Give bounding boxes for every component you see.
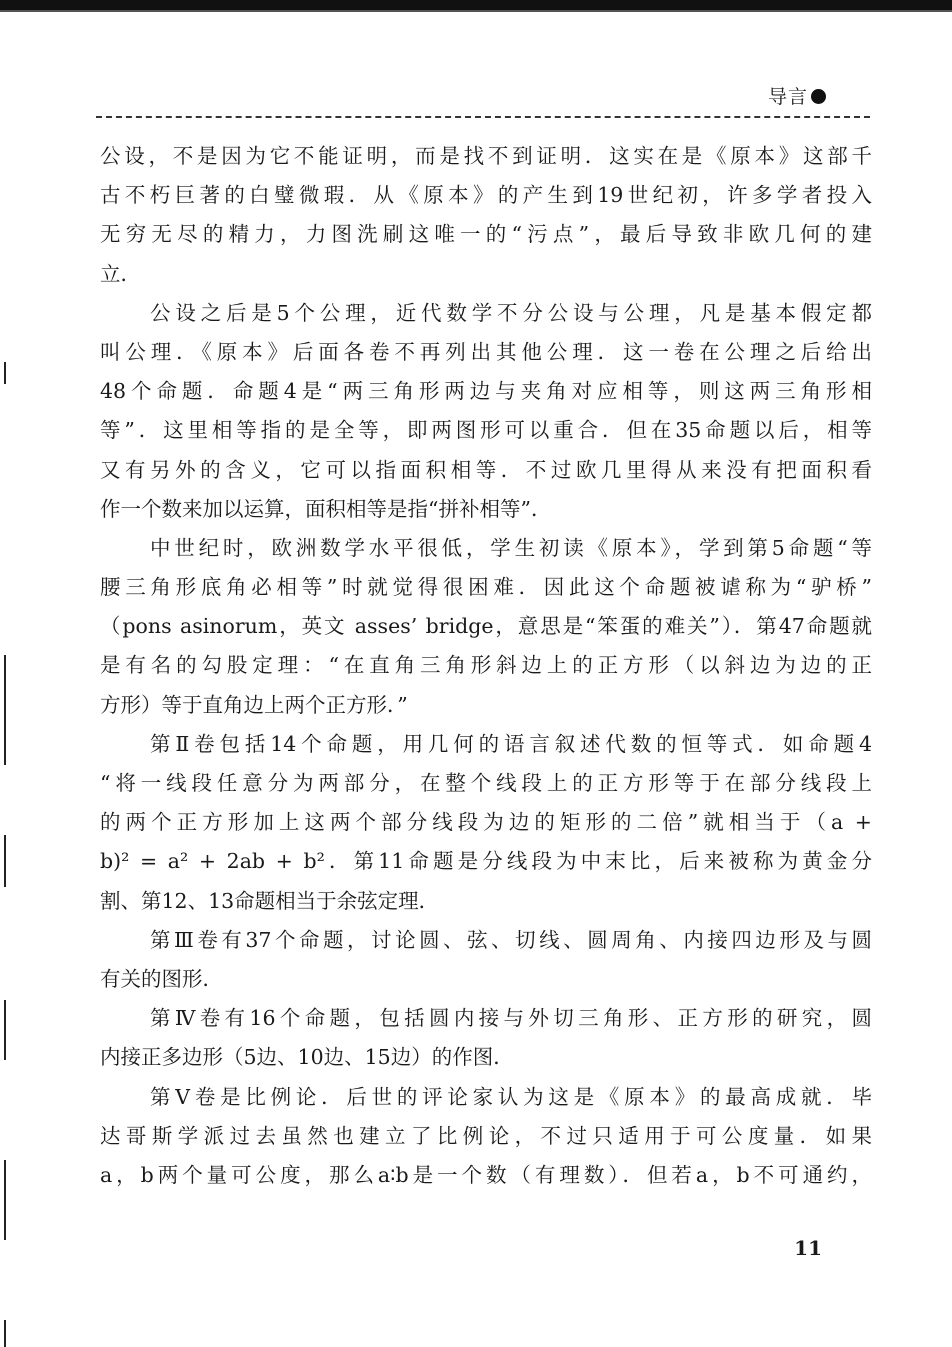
text-line: “将一线段任意分为两部分，在整个线段上的正方形等于在部分线段上 bbox=[100, 771, 872, 795]
body-text bbox=[100, 137, 872, 1195]
running-head bbox=[768, 82, 826, 109]
text-line: 第Ⅴ卷是比例论．后世的评论家认为这是《原本》的最高成就．毕 bbox=[150, 1084, 872, 1109]
top-scan-border-inner bbox=[0, 10, 952, 12]
top-scan-border bbox=[0, 0, 952, 10]
margin-scan-mark bbox=[4, 362, 6, 384]
text-line: 叫公理．《原本》后面各卷不再列出其他公理．这一卷在公理之后给出 bbox=[100, 339, 872, 364]
text-line: 作一个数来加以运算，面积相等是指“拼补相等”． bbox=[100, 496, 552, 521]
text-line: 腰三角形底角必相等”时就觉得很困难．因此这个命题被谑称为“驴桥” bbox=[100, 575, 872, 600]
text-line: 内接正多边形（5边、10边、15边）的作图． bbox=[100, 1045, 514, 1070]
text-line: （pons asinorum，英文 asses’ bridge，意思是“笨蛋的难关”）．第47命题就 bbox=[100, 614, 872, 639]
text-line: 达哥斯学派过去虽然也建立了比例论，不过只适用于可公度量．如果 bbox=[100, 1123, 872, 1148]
margin-scan-mark bbox=[4, 1320, 6, 1347]
text-line: 是有名的勾股定理：“在直角三角形斜边上的正方形（以斜边为边的正 bbox=[100, 653, 872, 678]
text-line: 无穷无尽的精力，力图洗刷这唯一的“污点”，最后导致非欧几何的建 bbox=[100, 222, 872, 247]
text-line: 立． bbox=[100, 261, 141, 286]
header-rule bbox=[96, 116, 870, 118]
text-line: 公设之后是5个公理，近代数学不分公设与公理，凡是基本假定都 bbox=[150, 300, 872, 325]
text-line: 古不朽巨著的白璧微瑕．从《原本》的产生到19世纪初，许多学者投入 bbox=[100, 183, 872, 208]
text-line: 公设，不是因为它不能证明，而是找不到证明．这实在是《原本》这部千 bbox=[100, 144, 872, 168]
bullet-dot-icon bbox=[811, 89, 826, 104]
text-line: 有关的图形． bbox=[100, 966, 223, 991]
text-line: 第Ⅱ卷包括14个命题，用几何的语言叙述代数的恒等式．如命题4 bbox=[150, 731, 872, 756]
text-line: 又有另外的含义，它可以指面积相等．不过欧几里得从来没有把面积看 bbox=[100, 457, 872, 482]
text-line: 第Ⅲ卷有37个命题，讨论圆、弦、切线、圆周角、内接四边形及与圆 bbox=[150, 927, 872, 952]
text-line: a，b两个量可公度，那么a∶b是一个数（有理数）．但若a，b不可通约， bbox=[100, 1162, 872, 1187]
margin-scan-mark bbox=[4, 835, 6, 887]
text-line: 中世纪时，欧洲数学水平很低，学生初读《原本》，学到第5命题“等 bbox=[150, 535, 872, 560]
margin-scan-mark bbox=[4, 655, 6, 765]
text-line: 第Ⅳ卷有16个命题，包括圆内接与外切三角形、正方形的研究，圆 bbox=[150, 1006, 872, 1031]
text-line: 割、第12、13命题相当于余弦定理． bbox=[100, 888, 440, 913]
text-line: b)² = a² + 2ab + b²．第11命题是分线段为中末比，后来被称为黄金分 bbox=[100, 849, 872, 874]
text-line: 等”．这里相等指的是全等，即两图形可以重合．但在35命题以后，相等 bbox=[100, 418, 872, 443]
text-line: 的两个正方形加上这两个部分线段为边的矩形的二倍”就相当于（a + bbox=[100, 810, 872, 835]
text-line: 方形）等于直角边上两个正方形．” bbox=[100, 692, 408, 717]
running-head-title: 导言 bbox=[767, 86, 808, 108]
page-number: 11 bbox=[794, 1236, 822, 1260]
text-line: 48个命题．命题4是“两三角形两边与夹角对应相等，则这两三角形相 bbox=[100, 379, 872, 404]
margin-scan-mark bbox=[4, 1160, 6, 1240]
margin-scan-mark bbox=[4, 1000, 6, 1060]
